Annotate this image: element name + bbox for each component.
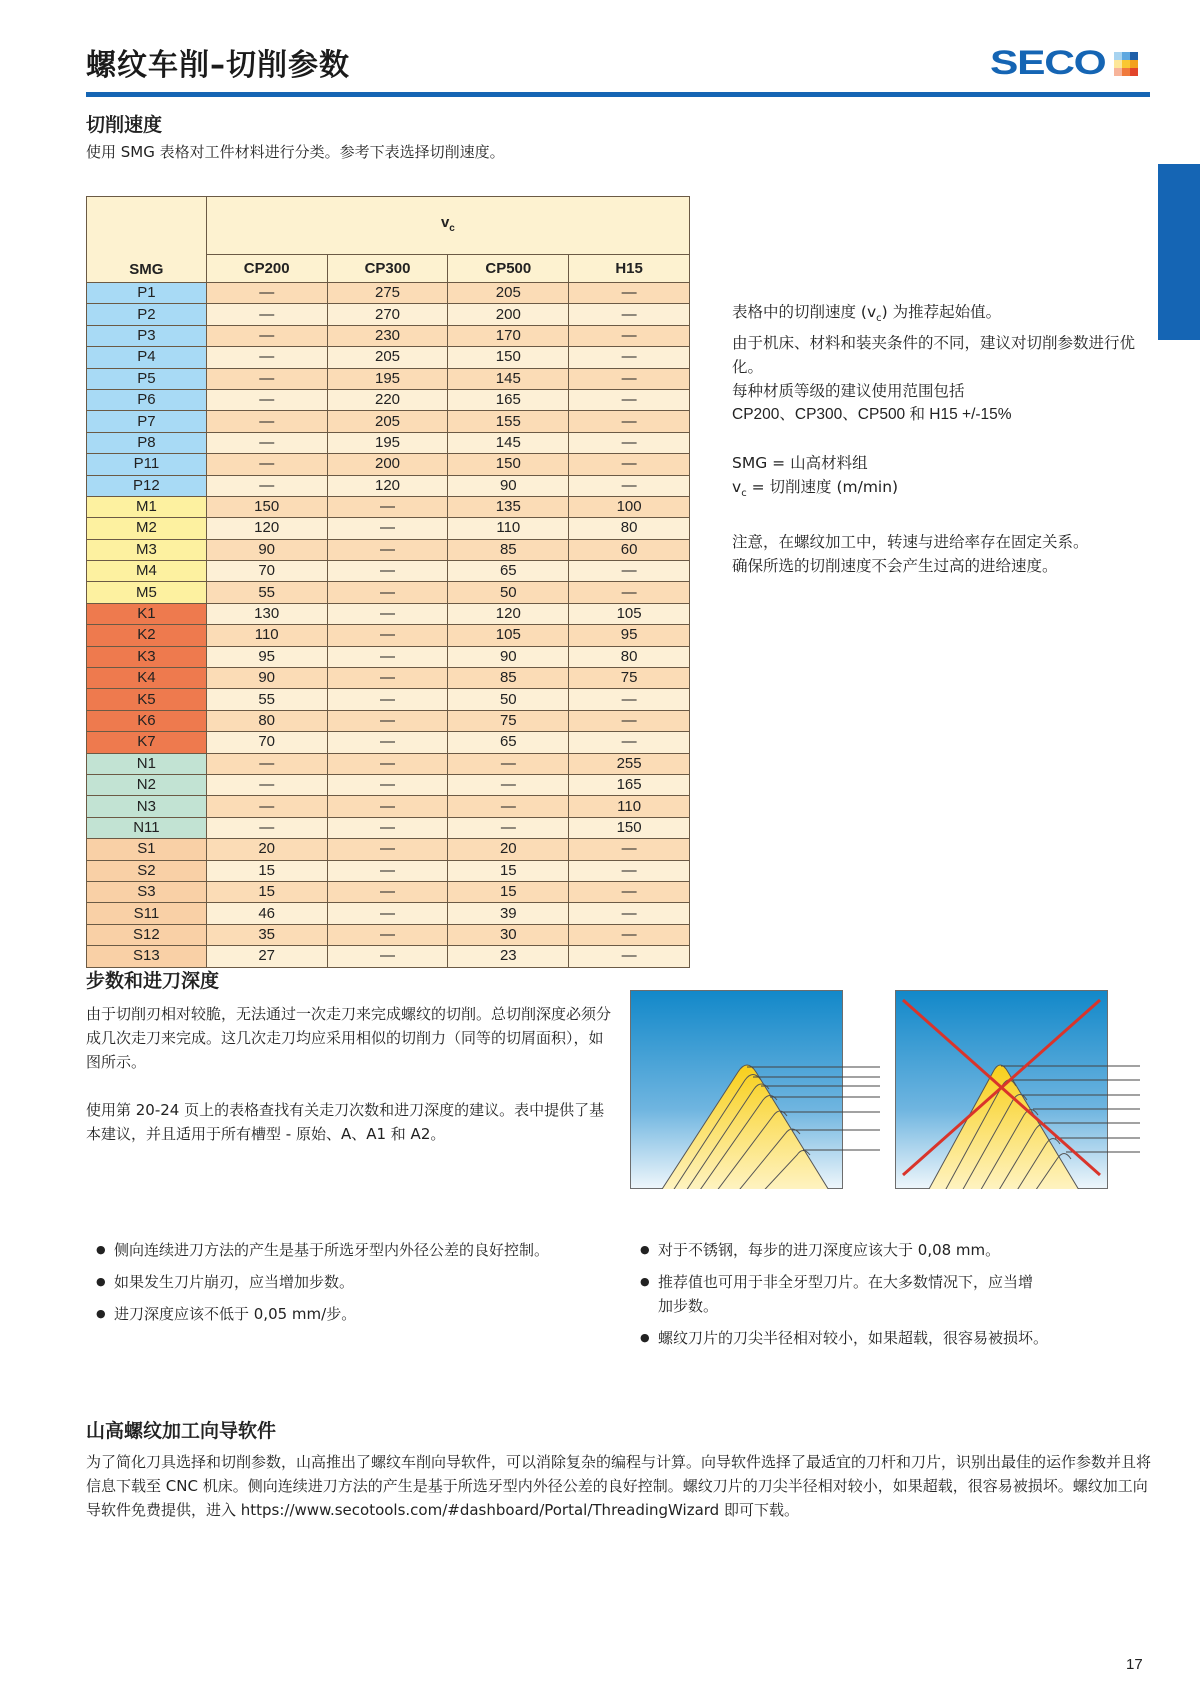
table-row xyxy=(87,689,690,710)
speed-cell: — xyxy=(569,411,690,432)
speed-cell: — xyxy=(569,946,690,967)
speed-cell: 275 xyxy=(327,283,448,304)
tips-list-right xyxy=(640,1238,1160,1358)
speed-cell: 130 xyxy=(206,603,327,624)
table-row xyxy=(87,710,690,731)
speed-cell: 55 xyxy=(206,689,327,710)
speed-cell: 230 xyxy=(327,325,448,346)
speed-cell: — xyxy=(327,860,448,881)
wizard-body: 为了简化刀具选择和切削参数，山高推出了螺纹车削向导软件，可以消除复杂的编程与计算。向导软件选择了最适宜的刀杆和刀片，识别出最佳的运作参数并且将信息下载至 CNC 机床。侧向连续进刀方法的产生是基于所选牙型内外径公差的良好控制。螺纹刀片的刀尖半径相对较小，如果超载，很容易被损坏。螺纹加工向导软件免费提供，进入 https://www.secotools.com/#dashboard/Portal/ThreadingWizard 即可下载。 xyxy=(86,1453,1152,1519)
table-row xyxy=(87,475,690,496)
table-row xyxy=(87,732,690,753)
cutting-speed-table xyxy=(86,196,690,968)
speed-cell: 145 xyxy=(448,368,569,389)
table-row xyxy=(87,389,690,410)
table-row xyxy=(87,796,690,817)
speed-cell: 90 xyxy=(448,475,569,496)
speed-cell: — xyxy=(448,774,569,795)
speed-cell: — xyxy=(327,774,448,795)
smg-cell: M3 xyxy=(87,539,207,560)
list-item: ● 推荐值也可用于非全牙型刀片。在大多数情况下，应当增加步数。 xyxy=(640,1270,1040,1318)
table-row xyxy=(87,368,690,389)
speed-cell: — xyxy=(206,432,327,453)
cutting-speed-heading: 切削速度 xyxy=(86,114,163,136)
speed-cell: — xyxy=(569,454,690,475)
page-title: 螺纹车削–切削参数 xyxy=(86,48,350,83)
col-header-cp300: CP300 xyxy=(327,255,448,283)
table-row xyxy=(87,561,690,582)
speed-cell: 120 xyxy=(448,603,569,624)
speed-cell: 23 xyxy=(448,946,569,967)
smg-cell: S2 xyxy=(87,860,207,881)
speed-cell: — xyxy=(448,796,569,817)
tips-list-left xyxy=(96,1238,616,1334)
table-row xyxy=(87,454,690,475)
smg-cell: P11 xyxy=(87,454,207,475)
col-header-h15: H15 xyxy=(569,255,690,283)
equal-chip-area-diagram xyxy=(630,990,880,1190)
speed-cell: — xyxy=(327,518,448,539)
smg-cell: K4 xyxy=(87,668,207,689)
speed-cell: — xyxy=(327,539,448,560)
speed-cell: 90 xyxy=(206,539,327,560)
speed-cell: 165 xyxy=(569,774,690,795)
speed-cell: 65 xyxy=(448,561,569,582)
smg-cell: M5 xyxy=(87,582,207,603)
speed-cell: 170 xyxy=(448,325,569,346)
note-range-intro: 每种材质等级的建议使用范围包括 xyxy=(732,382,965,401)
table-row xyxy=(87,839,690,860)
list-item: ● 进刀深度应该不低于 0,05 mm/步。 xyxy=(96,1302,616,1326)
note-range-grades: CP200、CP300、CP500 和 H15 +/-15% xyxy=(732,406,1012,424)
smg-cell: P8 xyxy=(87,432,207,453)
speed-cell: 110 xyxy=(206,625,327,646)
speed-cell: 46 xyxy=(206,903,327,924)
list-item: ● 螺纹刀片的刀尖半径相对较小，如果超载，很容易被损坏。 xyxy=(640,1326,1160,1350)
table-row xyxy=(87,347,690,368)
speed-cell: — xyxy=(569,860,690,881)
speed-cell: — xyxy=(569,732,690,753)
speed-cell: — xyxy=(327,710,448,731)
table-row xyxy=(87,817,690,838)
speed-cell: — xyxy=(206,796,327,817)
speed-cell: 20 xyxy=(448,839,569,860)
smg-cell: N11 xyxy=(87,817,207,838)
speed-cell: — xyxy=(206,454,327,475)
speed-cell: — xyxy=(569,561,690,582)
smg-cell: S3 xyxy=(87,881,207,902)
page-number: 17 xyxy=(1126,1656,1143,1673)
smg-cell: K7 xyxy=(87,732,207,753)
passes-para-1: 由于切削刃相对较脆，无法通过一次走刀来完成螺纹的切削。总切削深度必须分成几次走刀来完成。这几次走刀均应采用相似的切削力（同等的切屑面积），如图所示。 xyxy=(86,1005,612,1071)
smg-cell: K6 xyxy=(87,710,207,731)
speed-cell: 205 xyxy=(327,347,448,368)
speed-cell: 60 xyxy=(569,539,690,560)
speed-cell: — xyxy=(327,946,448,967)
smg-cell: K2 xyxy=(87,625,207,646)
speed-cell: 120 xyxy=(327,475,448,496)
speed-cell: — xyxy=(569,304,690,325)
speed-cell: — xyxy=(327,689,448,710)
speed-cell: 150 xyxy=(448,454,569,475)
table-row xyxy=(87,496,690,517)
table-row xyxy=(87,432,690,453)
smg-cell: N3 xyxy=(87,796,207,817)
table-row xyxy=(87,860,690,881)
speed-cell: 205 xyxy=(327,411,448,432)
smg-cell: M2 xyxy=(87,518,207,539)
speed-cell: — xyxy=(327,796,448,817)
smg-cell: S13 xyxy=(87,946,207,967)
speed-cell: 30 xyxy=(448,924,569,945)
speed-cell: 200 xyxy=(327,454,448,475)
table-row xyxy=(87,539,690,560)
speed-cell: — xyxy=(206,389,327,410)
speed-cell: 39 xyxy=(448,903,569,924)
speed-cell: — xyxy=(569,475,690,496)
seco-logo xyxy=(990,44,1138,83)
chapter-side-tab xyxy=(1158,164,1200,340)
speed-cell: 105 xyxy=(569,603,690,624)
speed-cell: — xyxy=(327,924,448,945)
table-row xyxy=(87,646,690,667)
smg-cell: P4 xyxy=(87,347,207,368)
speed-cell: — xyxy=(569,368,690,389)
smg-cell: M4 xyxy=(87,561,207,582)
speed-cell: 110 xyxy=(569,796,690,817)
speed-cell: 205 xyxy=(448,283,569,304)
speed-cell: — xyxy=(206,304,327,325)
speed-cell: 195 xyxy=(327,368,448,389)
speed-cell: — xyxy=(569,710,690,731)
speed-cell: 150 xyxy=(448,347,569,368)
speed-cell: — xyxy=(327,603,448,624)
smg-cell: P6 xyxy=(87,389,207,410)
speed-cell: — xyxy=(569,389,690,410)
smg-cell: P3 xyxy=(87,325,207,346)
smg-cell: N2 xyxy=(87,774,207,795)
wizard-heading: 山高螺纹加工向导软件 xyxy=(86,1420,277,1442)
equal-depth-diagram-crossed xyxy=(895,990,1140,1190)
table-row xyxy=(87,518,690,539)
speed-cell: 200 xyxy=(448,304,569,325)
speed-cell: 110 xyxy=(448,518,569,539)
speed-cell: 155 xyxy=(448,411,569,432)
list-item: ● 如果发生刀片崩刃，应当增加步数。 xyxy=(96,1270,616,1294)
speed-cell: 150 xyxy=(569,817,690,838)
speed-cell: 70 xyxy=(206,732,327,753)
caution-line-1: 注意，在螺纹加工中，转速与进给率存在固定关系。 xyxy=(732,533,1089,552)
speed-cell: 220 xyxy=(327,389,448,410)
speed-cell: 85 xyxy=(448,668,569,689)
speed-cell: 50 xyxy=(448,582,569,603)
table-body xyxy=(87,283,690,968)
smg-header: SMG xyxy=(87,197,207,283)
cutting-speed-intro: 使用 SMG 表格对工件材料进行分类。参考下表选择切削速度。 xyxy=(86,143,505,161)
speed-cell: — xyxy=(327,646,448,667)
speed-cell: — xyxy=(206,475,327,496)
speed-cell: 65 xyxy=(448,732,569,753)
table-row xyxy=(87,582,690,603)
speed-cell: 15 xyxy=(448,881,569,902)
speed-cell: 15 xyxy=(448,860,569,881)
note-optimize: 由于机床、材料和装夹条件的不同，建议对切削参数进行优化。 xyxy=(732,334,1136,377)
smg-cell: N1 xyxy=(87,753,207,774)
speed-cell: 80 xyxy=(206,710,327,731)
speed-cell: 195 xyxy=(327,432,448,453)
logo-wordmark: SECO xyxy=(990,44,1106,82)
speed-cell: — xyxy=(448,753,569,774)
col-header-cp200: CP200 xyxy=(206,255,327,283)
speed-cell: — xyxy=(327,753,448,774)
vc-group-header: $v_c$ xyxy=(206,197,689,255)
passes-heading: 步数和进刀深度 xyxy=(86,970,220,992)
speed-cell: 85 xyxy=(448,539,569,560)
table-row xyxy=(87,924,690,945)
speed-cell: 50 xyxy=(448,689,569,710)
smg-cell: P1 xyxy=(87,283,207,304)
speed-cell: — xyxy=(327,903,448,924)
speed-cell: 95 xyxy=(569,625,690,646)
speed-cell: — xyxy=(327,817,448,838)
speed-cell: 270 xyxy=(327,304,448,325)
smg-cell: K5 xyxy=(87,689,207,710)
smg-cell: M1 xyxy=(87,496,207,517)
speed-cell: 35 xyxy=(206,924,327,945)
title-rule xyxy=(86,92,1150,97)
speed-cell: 75 xyxy=(569,668,690,689)
speed-cell: 120 xyxy=(206,518,327,539)
speed-cell: — xyxy=(327,839,448,860)
list-item: ● 对于不锈钢，每步的进刀深度应该大于 0,08 mm。 xyxy=(640,1238,1160,1262)
speed-notes xyxy=(732,300,1152,578)
table-row xyxy=(87,625,690,646)
speed-cell: — xyxy=(327,668,448,689)
speed-cell: — xyxy=(569,839,690,860)
smg-cell: S12 xyxy=(87,924,207,945)
table-row xyxy=(87,903,690,924)
table-row xyxy=(87,603,690,624)
col-header-cp500: CP500 xyxy=(448,255,569,283)
speed-cell: — xyxy=(569,881,690,902)
speed-cell: — xyxy=(569,924,690,945)
speed-cell: — xyxy=(569,325,690,346)
speed-cell: 145 xyxy=(448,432,569,453)
speed-cell: 80 xyxy=(569,518,690,539)
smg-cell: S11 xyxy=(87,903,207,924)
speed-cell: — xyxy=(206,817,327,838)
table-row xyxy=(87,774,690,795)
note-start-values: 表格中的切削速度 $(v_c)$ 为推荐起始值。 xyxy=(732,303,1002,325)
smg-definition: SMG = 山高材料组 xyxy=(732,454,868,473)
speed-cell: 27 xyxy=(206,946,327,967)
speed-cell: 95 xyxy=(206,646,327,667)
speed-cell: — xyxy=(206,347,327,368)
smg-cell: P7 xyxy=(87,411,207,432)
speed-cell: 20 xyxy=(206,839,327,860)
speed-cell: 135 xyxy=(448,496,569,517)
speed-cell: — xyxy=(569,582,690,603)
smg-cell: P12 xyxy=(87,475,207,496)
smg-cell: K1 xyxy=(87,603,207,624)
speed-cell: — xyxy=(206,283,327,304)
speed-cell: — xyxy=(206,753,327,774)
table-row xyxy=(87,753,690,774)
speed-cell: 255 xyxy=(569,753,690,774)
speed-cell: — xyxy=(327,582,448,603)
speed-cell: 90 xyxy=(206,668,327,689)
speed-cell: — xyxy=(569,432,690,453)
speed-cell: — xyxy=(327,732,448,753)
smg-cell: S1 xyxy=(87,839,207,860)
speed-cell: 100 xyxy=(569,496,690,517)
table-row xyxy=(87,881,690,902)
table-row xyxy=(87,946,690,967)
speed-cell: 150 xyxy=(206,496,327,517)
table-row xyxy=(87,411,690,432)
speed-cell: 75 xyxy=(448,710,569,731)
speed-cell: 165 xyxy=(448,389,569,410)
smg-cell: P5 xyxy=(87,368,207,389)
speed-cell: 80 xyxy=(569,646,690,667)
speed-cell: — xyxy=(327,625,448,646)
table-row xyxy=(87,304,690,325)
vc-definition: $v_c$ = 切削速度 (m/min) xyxy=(732,478,899,500)
speed-cell: 15 xyxy=(206,860,327,881)
speed-cell: — xyxy=(569,689,690,710)
speed-cell: 105 xyxy=(448,625,569,646)
speed-cell: 55 xyxy=(206,582,327,603)
table-row xyxy=(87,668,690,689)
speed-cell: 15 xyxy=(206,881,327,902)
speed-cell: — xyxy=(569,283,690,304)
table-row xyxy=(87,283,690,304)
speed-cell: — xyxy=(327,881,448,902)
table-row xyxy=(87,325,690,346)
speed-cell: 90 xyxy=(448,646,569,667)
speed-cell: — xyxy=(569,903,690,924)
smg-cell: P2 xyxy=(87,304,207,325)
passes-para-2: 使用第 20-24 页上的表格查找有关走刀次数和进刀深度的建议。表中提供了基本建议，并且适用于所有槽型 - 原始、A、A1 和 A2。 xyxy=(86,1101,605,1143)
speed-cell: — xyxy=(206,411,327,432)
speed-cell: — xyxy=(569,347,690,368)
speed-cell: — xyxy=(206,368,327,389)
list-item: ● 侧向连续进刀方法的产生是基于所选牙型内外径公差的良好控制。 xyxy=(96,1238,616,1262)
speed-cell: — xyxy=(327,496,448,517)
speed-cell: — xyxy=(206,325,327,346)
speed-cell: — xyxy=(327,561,448,582)
speed-cell: — xyxy=(448,817,569,838)
caution-line-2: 确保所选的切削速度不会产生过高的进给速度。 xyxy=(732,557,1058,576)
speed-cell: 70 xyxy=(206,561,327,582)
smg-cell: K3 xyxy=(87,646,207,667)
speed-cell: — xyxy=(206,774,327,795)
